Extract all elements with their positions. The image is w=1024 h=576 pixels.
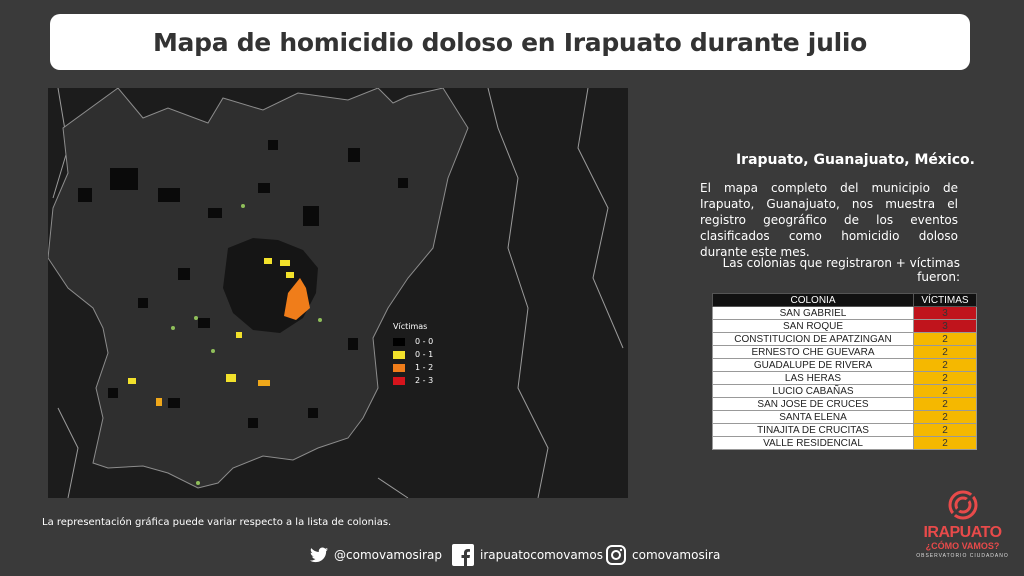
victim-area <box>226 374 236 382</box>
legend-swatch <box>393 351 405 359</box>
legend-item <box>393 361 433 374</box>
column-header-colonia: COLONIA <box>713 294 914 307</box>
locality-block <box>248 418 258 428</box>
locality-block <box>138 298 148 308</box>
facebook-label: irapuatocomovamos <box>480 548 603 562</box>
table-row <box>713 359 977 372</box>
table-row <box>713 307 977 320</box>
table-row <box>713 333 977 346</box>
municipality-map <box>48 88 628 498</box>
locality-block <box>303 206 319 226</box>
victim-point <box>171 326 175 330</box>
victim-area <box>280 260 290 266</box>
victimas-cell: 3 <box>914 307 977 320</box>
twitter-icon <box>310 547 328 563</box>
table-row <box>713 411 977 424</box>
logo-tagline: ¿CÓMO VAMOS? <box>925 541 1000 551</box>
legend-label: 0 - 1 <box>415 350 434 359</box>
colonia-cell: LAS HERAS <box>713 372 914 385</box>
locality-block <box>108 388 118 398</box>
victimas-cell: 2 <box>914 346 977 359</box>
colonia-cell: ERNESTO CHE GUEVARA <box>713 346 914 359</box>
legend-label: 1 - 2 <box>415 363 434 372</box>
locality-block <box>208 208 222 218</box>
twitter-label: @comovamosirap <box>334 548 442 562</box>
table-row <box>713 320 977 333</box>
legend-swatch <box>393 364 405 372</box>
legend-label: 0 - 0 <box>415 337 434 346</box>
column-header-victimas: VÍCTIMAS <box>914 294 977 307</box>
table-row <box>713 372 977 385</box>
locality-block <box>168 398 180 408</box>
victimas-cell: 2 <box>914 411 977 424</box>
logo-name: IRAPUATO <box>923 524 1002 541</box>
colonia-cell: SANTA ELENA <box>713 411 914 424</box>
map-panel <box>48 88 628 498</box>
legend-label: 2 - 3 <box>415 376 434 385</box>
info-body: El mapa completo del municipio de Irapuato, Guanajuato, nos muestra el registro geográfico de los eventos clasificados como homicidio doloso durante este mes. <box>700 181 958 259</box>
colonia-cell: GUADALUPE DE RIVERA <box>713 359 914 372</box>
twitter-handle[interactable] <box>310 542 442 568</box>
logo-subtitle: OBSERVATORIO CIUDADANO <box>916 553 1009 559</box>
locality-block <box>258 183 270 193</box>
colonias-table <box>712 293 977 450</box>
info-subheading: Las colonias que registraron + víctimas fueron: <box>722 256 960 284</box>
legend-item <box>393 335 433 348</box>
victim-area <box>236 332 242 338</box>
table-body <box>713 307 977 450</box>
locality-block <box>308 408 318 418</box>
legend-swatch <box>393 377 405 385</box>
victimas-cell: 2 <box>914 437 977 450</box>
info-heading: Irapuato, Guanajuato, México. <box>735 152 975 168</box>
victim-point <box>194 316 198 320</box>
colonia-cell: SAN JOSE DE CRUCES <box>713 398 914 411</box>
victim-point <box>196 481 200 485</box>
legend-title: Víctimas <box>393 322 428 331</box>
locality-block <box>268 140 278 150</box>
locality-block <box>78 188 92 202</box>
instagram-handle[interactable] <box>606 542 720 568</box>
victimas-cell: 3 <box>914 320 977 333</box>
colonia-cell: VALLE RESIDENCIAL <box>713 437 914 450</box>
victimas-cell: 2 <box>914 359 977 372</box>
instagram-label: comovamosira <box>632 548 721 562</box>
table-row <box>713 346 977 359</box>
victim-point <box>211 349 215 353</box>
legend-item <box>393 348 433 361</box>
victim-area <box>156 398 162 406</box>
victimas-cell: 2 <box>914 424 977 437</box>
locality-block <box>198 318 210 328</box>
table-row <box>713 398 977 411</box>
colonia-cell: CONSTITUCION DE APATZINGAN <box>713 333 914 346</box>
boundary-east <box>488 88 548 498</box>
locality-block <box>348 148 360 162</box>
victim-point <box>318 318 322 322</box>
legend-swatch <box>393 338 405 346</box>
table-row <box>713 437 977 450</box>
victim-area <box>264 258 272 264</box>
observatorio-logo <box>905 490 1020 570</box>
table-row <box>713 424 977 437</box>
boundary-south <box>378 478 408 498</box>
victim-area <box>128 378 136 384</box>
locality-block <box>178 268 190 280</box>
victim-area <box>258 380 270 386</box>
victimas-cell: 2 <box>914 333 977 346</box>
victimas-cell: 2 <box>914 372 977 385</box>
facebook-icon <box>452 544 474 566</box>
table-header-row <box>713 294 977 307</box>
logo-mark-icon <box>948 490 978 520</box>
colonia-cell: TINAJITA DE CRUCITAS <box>713 424 914 437</box>
victimas-cell: 2 <box>914 398 977 411</box>
title-bar <box>50 14 970 70</box>
table-row <box>713 385 977 398</box>
locality-block <box>158 188 180 202</box>
instagram-icon <box>606 545 626 565</box>
page-title: Mapa de homicidio doloso en Irapuato durante julio <box>152 27 867 57</box>
footnote: La representación gráfica puede variar respecto a la lista de colonias. <box>42 517 392 528</box>
colonia-cell: SAN ROQUE <box>713 320 914 333</box>
facebook-handle[interactable] <box>452 542 603 568</box>
legend-item <box>393 374 433 387</box>
colonia-cell: SAN GABRIEL <box>713 307 914 320</box>
victim-area <box>286 272 294 278</box>
colonia-cell: LUCIO CABAÑAS <box>713 385 914 398</box>
map-legend <box>393 322 433 387</box>
victim-point <box>241 204 245 208</box>
locality-block <box>110 168 138 190</box>
victimas-cell: 2 <box>914 385 977 398</box>
locality-block <box>348 338 358 350</box>
boundary-southwest <box>58 408 78 498</box>
boundary-far-east <box>578 88 623 348</box>
locality-block <box>398 178 408 188</box>
